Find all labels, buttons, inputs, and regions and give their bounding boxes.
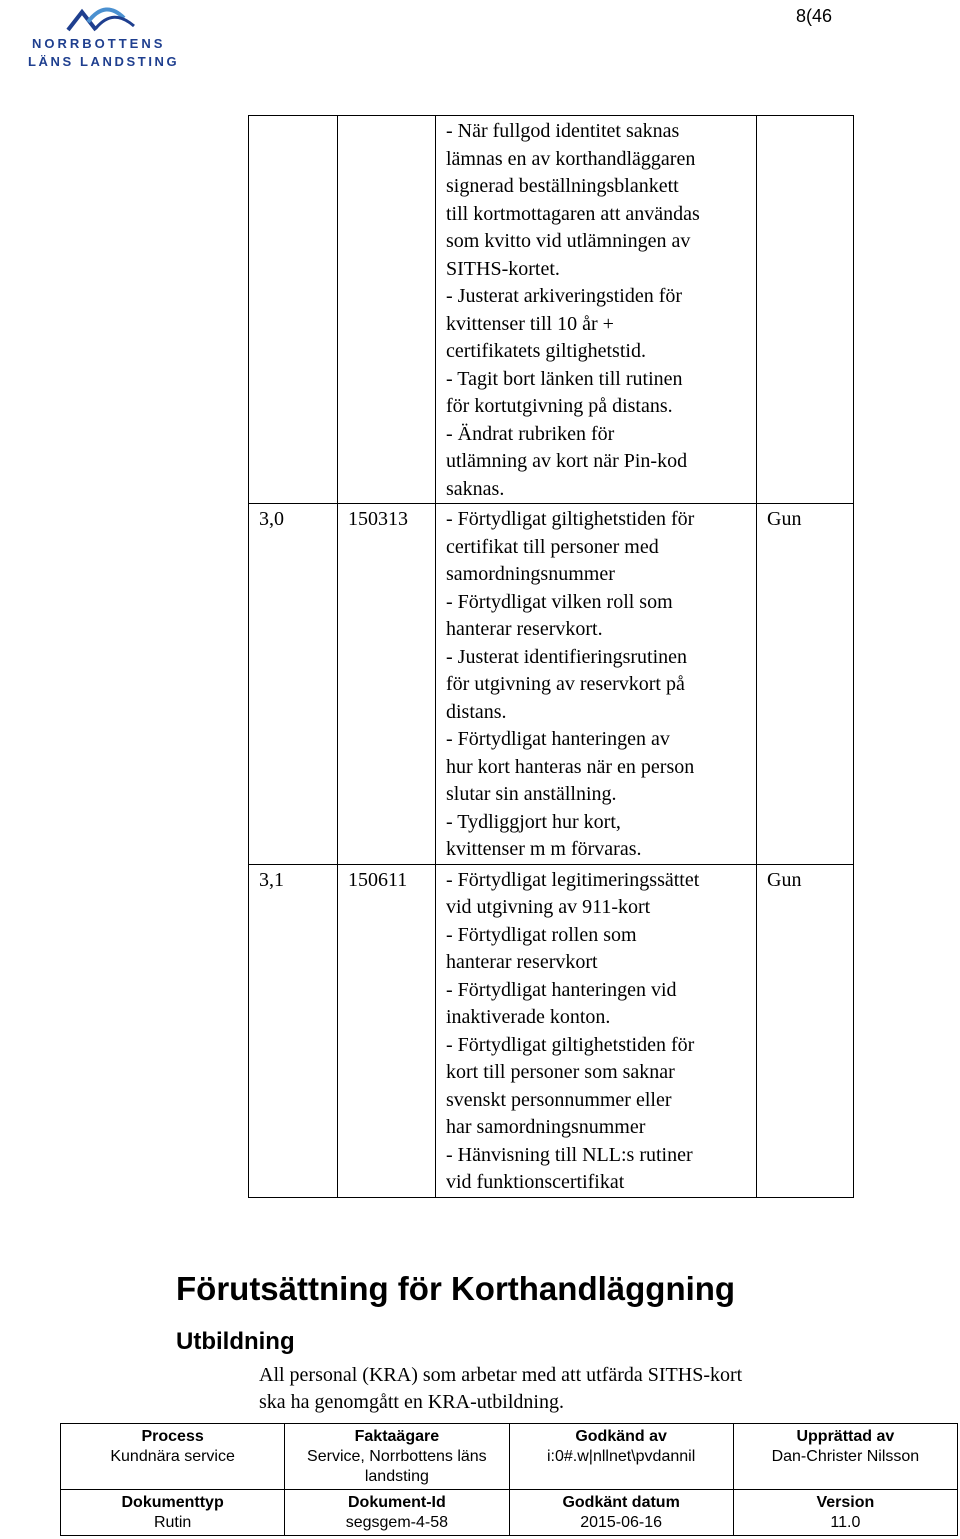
revision-description-line: certifikat till personer med xyxy=(446,535,659,558)
logo-text-line2: LÄNS LANDSTING xyxy=(28,54,180,69)
revision-version: 3,0 xyxy=(249,504,338,865)
footer-cell-owner xyxy=(285,1424,509,1490)
revision-description-line: SITHS-kortet. xyxy=(446,257,560,280)
revision-version: 3,1 xyxy=(249,864,338,1197)
revision-description xyxy=(436,116,757,504)
revision-row xyxy=(249,864,854,1197)
section-subtitle: Utbildning xyxy=(176,1328,295,1355)
revision-description-line: inaktiverade konton. xyxy=(446,1006,611,1028)
footer-label: Faktaägare xyxy=(354,1428,440,1445)
revision-row xyxy=(249,504,854,865)
footer-label: Dokumenttyp xyxy=(121,1494,224,1511)
revision-date: 150611 xyxy=(338,864,436,1197)
footer-cell-created-by xyxy=(733,1424,957,1490)
logo-text-line1: NORRBOTTENS xyxy=(32,36,166,51)
footer-cell-approved-by xyxy=(509,1424,733,1490)
revision-description-line: - När fullgod identitet saknas xyxy=(446,120,680,142)
footer-cell-document-type xyxy=(61,1490,285,1536)
revision-version xyxy=(249,116,338,504)
revision-description-line: - Hänvisning till NLL:s rutiner xyxy=(446,1143,693,1166)
revision-description-line: - Justerat arkiveringstiden för xyxy=(446,285,683,307)
revision-description-line: svenskt personnummer eller xyxy=(446,1088,672,1111)
revision-description-line: hur kort hanteras när en person xyxy=(446,755,695,778)
revision-description-line: certifikatets giltighetstid. xyxy=(446,340,646,362)
footer-label: Upprättad av xyxy=(796,1428,895,1445)
revision-description-line: för utgivning av reservkort på xyxy=(446,673,685,695)
revision-description-line: har samordningsnummer xyxy=(446,1116,646,1138)
revision-description-line: kort till personer som saknar xyxy=(446,1061,675,1083)
footer-cell-approved-date xyxy=(509,1490,733,1536)
revision-description-line: hanterar reservkort xyxy=(446,951,598,973)
footer-value: Service, Norrbottens läns landsting xyxy=(307,1448,487,1485)
revision-description-line: som kvitto vid utlämningen av xyxy=(446,230,691,252)
section-paragraph xyxy=(259,1362,899,1416)
revision-description-line: - Tydliggjort hur kort, xyxy=(446,810,621,833)
revision-date xyxy=(338,116,436,504)
revision-description-line: - Förtydligat giltighetstiden för xyxy=(446,508,695,530)
footer-value: segsgem-4-58 xyxy=(345,1514,449,1531)
revision-description-line: vid funktionscertifikat xyxy=(446,1171,625,1193)
revision-description-line: - Tagit bort länken till rutinen xyxy=(446,367,683,390)
revision-description-line: - Justerat identifieringsrutinen xyxy=(446,645,688,668)
revision-description-line: samordningsnummer xyxy=(446,563,615,585)
revision-row xyxy=(249,116,854,504)
revision-description-line: - Förtydligat vilken roll som xyxy=(446,590,673,613)
revision-author: Gun xyxy=(757,864,854,1197)
revision-description-line: distans. xyxy=(446,700,507,723)
revision-description-line: - Ändrat rubriken för xyxy=(446,422,615,445)
document-footer-table xyxy=(60,1423,958,1536)
revision-description-line: signerad beställningsblankett xyxy=(446,175,679,197)
footer-value: 11.0 xyxy=(830,1514,861,1531)
page-number: 8(46 xyxy=(795,6,832,26)
revision-description xyxy=(436,504,757,865)
footer-value: i:0#.w|nllnet\pvdannil xyxy=(547,1448,696,1465)
revision-description-line: lämnas en av korthandläggaren xyxy=(446,147,696,170)
revision-description-line: till kortmottagaren att användas xyxy=(446,202,700,225)
footer-label: Dokument-Id xyxy=(347,1494,446,1511)
footer-cell-document-id xyxy=(285,1490,509,1536)
revision-description xyxy=(436,864,757,1197)
revision-description-line: hanterar reservkort. xyxy=(446,618,603,640)
revision-author: Gun xyxy=(757,504,854,865)
revision-description-line: - Förtydligat legitimeringssättet xyxy=(446,868,700,891)
footer-label: Godkänd av xyxy=(575,1428,667,1445)
revision-description-line: - Förtydligat rollen som xyxy=(446,923,637,946)
footer-cell-version xyxy=(733,1490,957,1536)
revision-description-line: - Förtydligat hanteringen av xyxy=(446,728,670,750)
footer-cell-process xyxy=(61,1424,285,1490)
revision-author xyxy=(757,116,854,504)
organization-logo xyxy=(14,4,180,69)
revision-description-line: kvittenser till 10 år + xyxy=(446,312,614,335)
revision-description-line: utlämning av kort när Pin-kod xyxy=(446,450,688,472)
revision-description-line: för kortutgivning på distans. xyxy=(446,395,673,417)
revision-description-line: saknas. xyxy=(446,477,505,500)
paragraph-line: ska ha genomgått en KRA-utbildning. xyxy=(259,1391,564,1413)
logo-wave-icon xyxy=(66,4,136,34)
footer-label: Godkänt datum xyxy=(562,1494,680,1511)
footer-value: Rutin xyxy=(153,1514,192,1531)
footer-label: Process xyxy=(141,1428,204,1445)
revision-description-line: - Förtydligat giltighetstiden för xyxy=(446,1033,695,1056)
footer-value: Kundnära service xyxy=(110,1448,235,1465)
paragraph-line: All personal (KRA) som arbetar med att utfärda SITHS-kort xyxy=(259,1364,743,1386)
revision-description-line: slutar sin anställning. xyxy=(446,783,617,805)
revision-description-line: vid utgivning av 911-kort xyxy=(446,896,651,918)
revision-description-line: - Förtydligat hanteringen vid xyxy=(446,978,677,1001)
revision-description-line: kvittenser m m förvaras. xyxy=(446,838,642,860)
footer-value: Dan-Christer Nilsson xyxy=(771,1448,920,1465)
section-title: Förutsättning för Korthandläggning xyxy=(176,1270,736,1307)
footer-label: Version xyxy=(816,1494,875,1511)
footer-value: 2015-06-16 xyxy=(580,1514,663,1531)
revision-history-table xyxy=(248,115,854,1198)
revision-date: 150313 xyxy=(338,504,436,865)
